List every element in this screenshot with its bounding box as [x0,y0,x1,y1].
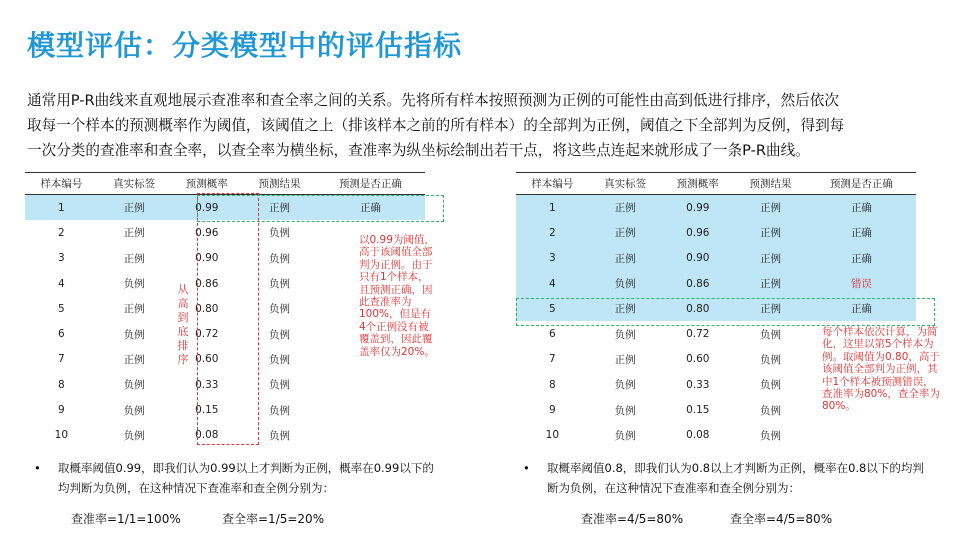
table-header-row [25,173,425,195]
table-cell: 负例 [123,429,145,442]
table-cell: 正例 [734,296,807,321]
table-cell: 6 [549,328,556,341]
table-cell: 0.33 [195,378,219,391]
left-bullet [34,458,439,498]
table-cell: 正确 [807,296,916,321]
table-row [516,246,916,271]
left-recall: 查全率=1/5=20% [222,512,325,526]
table-cell: 10 [545,429,560,442]
table-cell: 正例 [589,296,662,321]
probability-column-box [197,193,259,445]
table-cell: 4 [516,271,589,296]
table-cell: 0.90 [195,252,219,265]
table-cell: 负例 [760,379,782,392]
table-cell: 8 [58,378,65,391]
column-header: 预测概率 [661,173,734,195]
column-header: 预测是否正确 [807,173,916,195]
threshold-row-box-right [516,298,935,326]
table-cell [316,423,425,448]
table-cell: 错误 [807,271,916,296]
table-cell [316,372,425,397]
table-cell: 正例 [123,252,145,265]
table-cell: 0.99 [661,195,734,221]
table-cell: 正例 [589,195,662,221]
table-cell: 负例 [589,271,662,296]
table-cell: 负例 [269,278,291,291]
table-cell: 10 [54,429,69,442]
table-cell: 负例 [614,404,636,417]
table-cell: 负例 [269,252,291,265]
table-cell: 5 [516,296,589,321]
table-cell: 0.08 [686,429,710,442]
table-cell: 正例 [734,271,807,296]
table-cell: 0.96 [661,220,734,245]
table-cell: 9 [549,404,556,417]
table-cell: 正例 [734,246,807,271]
table-cell: 负例 [269,404,291,417]
right-recall: 查全率=4/5=80% [730,512,833,526]
page-title: 模型评估：分类模型中的评估指标 [27,29,463,62]
left-annotation: 以0.99为阈值，高于该阈值全部判为正例。由于只有1个样本，且预测正确，因此查准率为100%，但是有4个正例没有被覆盖到，因此覆盖率仅为20%。 [359,234,435,358]
table-cell: 正例 [123,353,145,366]
table-cell: 0.96 [195,226,219,239]
table-cell: 0.86 [661,271,734,296]
table-cell: 正例 [734,195,807,221]
table-cell: 正确 [807,246,916,271]
table-cell: 3 [58,252,65,265]
intro-line: 取每一个样本的预测概率作为阈值，该阈值之上（排该样本之前的所有样本）的全部判为正例，阈值之下全部判为反例，得到每 [27,117,845,134]
table-cell: 0.90 [661,246,734,271]
table-cell: 7 [549,353,556,366]
table-cell: 0.72 [195,328,219,341]
table-cell: 9 [58,404,65,417]
column-header: 预测结果 [243,173,316,195]
table-cell: 0.60 [195,353,219,366]
column-header: 预测结果 [734,173,807,195]
left-precision: 查准率=1/1=100% [71,512,181,526]
left-bullet-text: 取概率阈值0.99，即我们认为0.99以上才判断为正例，概率在0.99以下的均判断为负例，在这种情况下查准率和查全例分别为： [58,461,434,495]
table-cell: 正确 [316,195,425,221]
table-cell: 正例 [614,353,636,366]
table-cell: 正例 [123,227,145,240]
table-cell: 正确 [807,220,916,245]
right-bullet-text: 取概率阈值0.8，即我们认为0.8以上才判断为正例，概率在0.8以下的均判断为负例，在这种情况下查准率和查全例分别为： [547,461,924,495]
bullet-dot: • [34,461,41,475]
right-bullet [523,458,928,498]
table-cell: 正例 [589,220,662,245]
table-cell: 1 [25,195,98,221]
sort-direction-label: 从高到底排序 [177,283,189,366]
table-cell: 负例 [123,404,145,417]
table-cell: 2 [58,226,65,239]
table-cell: 0.80 [195,302,219,315]
table-cell: 负例 [123,328,145,341]
table-header-row [516,173,916,195]
table-cell: 负例 [269,227,291,240]
table-cell: 6 [58,328,65,341]
intro-paragraph [27,88,937,163]
table-cell: 负例 [269,328,291,341]
table-cell: 负例 [760,328,782,341]
table-cell: 0.15 [686,404,710,417]
column-header: 样本编号 [25,173,98,195]
table-row [516,220,916,245]
table-row [516,195,916,221]
intro-line: 一次分类的查准率和查全率，以查全率为横坐标，查准率为纵坐标绘制出若干点，将这些点连起来就形成了一条P-R曲线。 [27,142,810,159]
column-header: 样本编号 [516,173,589,195]
table-cell: 0.15 [195,404,219,417]
column-header: 真实标签 [98,173,171,195]
table-cell: 正例 [589,246,662,271]
table-cell: 0.33 [686,378,710,391]
table-cell: 3 [516,246,589,271]
table-cell: 0.86 [195,277,219,290]
table-row [516,423,916,448]
table-cell: 正确 [807,195,916,221]
table-cell: 负例 [123,379,145,392]
table-row [516,271,916,296]
column-header: 真实标签 [589,173,662,195]
table-cell: 负例 [614,379,636,392]
bullet-dot: • [523,461,530,475]
right-precision: 查准率=4/5=80% [581,512,684,526]
intro-line: 通常用P-R曲线来直观地展示查准率和查全率之间的关系。先将所有样本按照预测为正例的可能性由高到低进行排序，然后依次 [27,92,839,109]
threshold-row-box-left [197,195,444,222]
table-cell: 负例 [269,303,291,316]
table-cell: 负例 [123,278,145,291]
right-annotation: 每个样本依次计算，为简化，这里以第5个样本为例。取阈值为0.80，高于该阈值全部判为正例，其中1个样本被预测错误，查准率为80%，查全率为80%。 [822,326,940,413]
table-cell: 0.72 [686,328,710,341]
column-header: 预测概率 [170,173,243,195]
table-cell: 正例 [734,220,807,245]
table-cell: 负例 [760,404,782,417]
table-cell: 0.60 [686,353,710,366]
table-cell [316,397,425,422]
table-cell: 负例 [614,429,636,442]
table-cell: 负例 [760,353,782,366]
table-cell: 正例 [98,195,171,221]
table-cell: 负例 [269,429,291,442]
table-cell: 5 [58,302,65,315]
table-cell: 0.08 [195,429,219,442]
table-cell: 负例 [269,379,291,392]
table-cell: 负例 [760,429,782,442]
table-cell: 7 [58,353,65,366]
table-cell: 负例 [269,353,291,366]
table-cell: 2 [516,220,589,245]
table-cell: 4 [58,277,65,290]
table-cell: 负例 [614,328,636,341]
table-cell: 1 [516,195,589,221]
table-cell: 正例 [123,303,145,316]
column-header: 预测是否正确 [316,173,425,195]
table-cell: 0.99 [170,195,243,221]
table-cell [807,423,916,448]
table-cell: 0.80 [661,296,734,321]
table-cell: 正例 [243,195,316,221]
table-cell: 8 [549,378,556,391]
